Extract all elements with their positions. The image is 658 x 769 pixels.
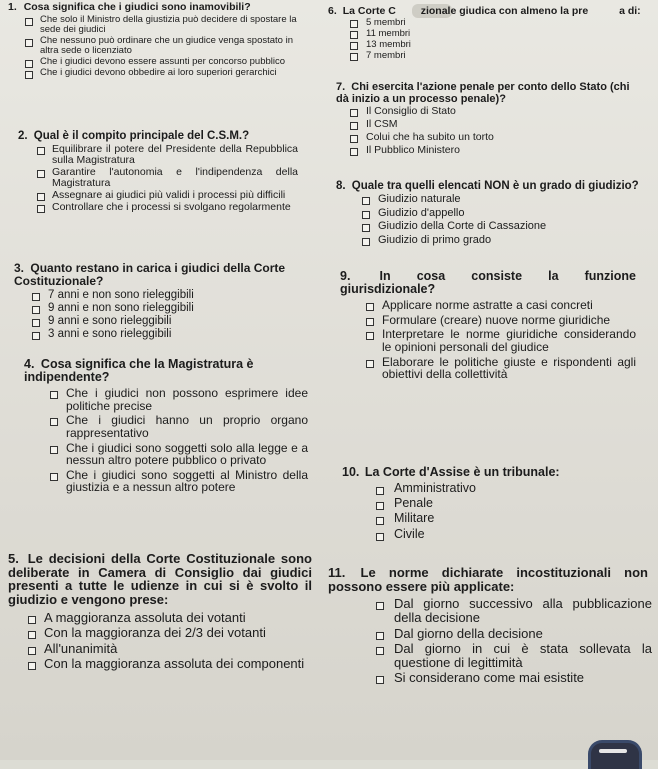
checkbox-icon[interactable] — [376, 647, 384, 655]
checkbox-icon[interactable] — [350, 42, 358, 50]
option-label: Penale — [394, 496, 433, 511]
option-label: Che i giudici devono obbedire ai loro superiori gerarchici — [40, 66, 277, 78]
option[interactable] — [366, 40, 656, 50]
option[interactable] — [48, 328, 318, 340]
option-label: Che i giudici sono soggetti al Ministro della giustizia e a nessun altro potere — [66, 467, 308, 495]
question-text: Chi esercita l'azione penale per conto dello Stato (chi dà inizio a un processo penale)? — [336, 81, 630, 105]
option-label: Garantire l'autonomia e l'indipendenza della Magistratura — [52, 166, 298, 190]
option-label: A maggioranza assoluta dei votanti — [44, 609, 246, 625]
option[interactable] — [394, 512, 656, 525]
option[interactable] — [66, 414, 308, 439]
option-label: Dal giorno successivo alla pubblicazione della decisione — [394, 596, 652, 625]
question-10 — [322, 466, 656, 541]
checkbox-icon[interactable] — [362, 224, 370, 232]
question-8 — [322, 180, 656, 246]
option[interactable] — [382, 314, 636, 327]
checkbox-icon[interactable] — [350, 109, 358, 117]
option-label: 3 anni e sono rieleggibili — [48, 328, 172, 341]
question-number: 2. — [18, 130, 28, 142]
option[interactable] — [44, 626, 312, 640]
option[interactable] — [394, 597, 652, 624]
question-number: 11. — [328, 565, 346, 580]
question-2 — [0, 130, 318, 213]
option-label: Colui che ha subito un torto — [366, 131, 494, 144]
option-label: Che i giudici non possono esprimere idee politiche precise — [66, 386, 308, 413]
question-9-title — [322, 270, 656, 296]
option-label: Elaborare le politiche giuste e rispondenti agli obiettivi della collettività — [382, 354, 636, 382]
option[interactable] — [394, 528, 656, 541]
option-label: Assegnare ai giudici più validi i processi più difficili — [52, 189, 286, 202]
option[interactable] — [378, 208, 656, 220]
option-label: Militare — [394, 511, 435, 526]
option[interactable] — [394, 627, 652, 641]
option-label: Che i giudici hanno un proprio organo rappresentativo — [66, 413, 308, 441]
option-label: Controllare che i processi si svolgano regolarmente — [52, 201, 291, 214]
question-2-title — [0, 130, 318, 142]
question-text: Qual è il compito principale del C.S.M.? — [33, 130, 250, 142]
option[interactable] — [378, 221, 656, 233]
checkbox-icon[interactable] — [50, 446, 58, 454]
checkbox-icon[interactable] — [350, 122, 358, 130]
option-label: 13 membri — [366, 38, 411, 50]
checkbox-icon[interactable] — [350, 53, 358, 61]
option-label: 5 membri — [366, 17, 406, 29]
option-label: Con la maggioranza dei 2/3 dei votanti — [44, 625, 266, 641]
question-text: Le norme dichiarate incostituzionali non possono essere più applicate: — [328, 565, 648, 594]
question-3 — [0, 262, 318, 340]
question-3-title — [0, 262, 318, 287]
question-text: Cosa significa che i giudici sono inamovibili? — [23, 1, 251, 13]
checkbox-icon[interactable] — [25, 39, 33, 47]
question-4 — [0, 358, 318, 494]
option-label: Che nessuno può ordinare che un giudice venga spostato in altra sede o licenziato — [40, 34, 293, 56]
question-number: 5. — [8, 551, 19, 566]
question-number: 8. — [336, 180, 346, 192]
checkbox-icon[interactable] — [350, 148, 358, 156]
checkbox-icon[interactable] — [32, 319, 40, 327]
checkbox-icon[interactable] — [37, 170, 45, 178]
option[interactable] — [40, 57, 300, 67]
question-4-title — [0, 358, 318, 384]
checkbox-icon[interactable] — [366, 360, 374, 368]
checkbox-icon[interactable] — [32, 332, 40, 340]
question-11 — [322, 566, 656, 685]
option-label: 9 anni e sono rieleggibili — [48, 315, 172, 328]
option[interactable] — [40, 68, 300, 78]
option-label: Applicare norme astratte a casi concreti — [382, 298, 593, 313]
option-label: Dal giorno in cui è stata sollevata la questione di legittimità — [394, 641, 652, 670]
option[interactable] — [382, 299, 636, 312]
option[interactable] — [394, 671, 652, 685]
question-text: zionale giudica con almeno la pre — [420, 5, 589, 17]
checkbox-icon[interactable] — [350, 20, 358, 28]
checkbox-icon[interactable] — [32, 293, 40, 301]
option-label: Con la maggioranza assoluta dei componenti — [44, 656, 305, 672]
option[interactable] — [378, 235, 656, 247]
checkbox-icon[interactable] — [362, 238, 370, 246]
option-label: Il Consiglio di Stato — [366, 105, 456, 118]
option[interactable] — [394, 497, 656, 510]
question-1 — [0, 2, 318, 78]
question-text: Cosa significa che la Magistratura è indipendente? — [24, 357, 254, 385]
checkbox-icon[interactable] — [350, 135, 358, 143]
checkbox-icon[interactable] — [376, 517, 384, 525]
option-label: All'unanimità — [44, 640, 118, 656]
question-7 — [322, 82, 656, 156]
device-overlay-icon — [588, 740, 642, 769]
option[interactable] — [366, 29, 656, 39]
option[interactable] — [40, 15, 300, 35]
question-text: La Corte d'Assise è un tribunale: — [364, 465, 560, 479]
checkbox-icon[interactable] — [28, 662, 36, 670]
option[interactable] — [366, 18, 656, 28]
checkbox-icon[interactable] — [376, 533, 384, 541]
option-label: 9 anni e non sono rieleggibili — [48, 302, 194, 315]
checkbox-icon[interactable] — [37, 205, 45, 213]
question-number: 4. — [24, 357, 35, 371]
option-label: Giudizio naturale — [378, 193, 461, 206]
option-label: Il CSM — [366, 118, 398, 131]
question-10-title — [322, 466, 656, 479]
option-label: Civile — [394, 526, 425, 541]
option[interactable] — [378, 194, 656, 206]
question-number: 3. — [14, 261, 25, 275]
checkbox-icon[interactable] — [37, 193, 45, 201]
question-number: 9. — [340, 269, 351, 283]
option[interactable] — [394, 482, 656, 495]
checkbox-icon[interactable] — [50, 391, 58, 399]
question-number: 6. — [328, 5, 337, 17]
option-label: Che i giudici devono essere assunti per concorso pubblico — [40, 55, 286, 67]
option[interactable] — [44, 657, 312, 671]
checkbox-icon[interactable] — [362, 197, 370, 205]
option[interactable] — [366, 132, 656, 143]
checkbox-icon[interactable] — [376, 632, 384, 640]
question-text: a di: — [619, 5, 641, 17]
checkbox-icon[interactable] — [28, 647, 36, 655]
question-number: 1. — [8, 1, 17, 13]
question-1-title — [0, 2, 318, 13]
question-text: Quale tra quelli elencati NON è un grado di giudizio? — [351, 180, 639, 192]
question-text: La Corte C — [342, 5, 396, 17]
option-label: Giudizio d'appello — [378, 206, 465, 219]
checkbox-icon[interactable] — [366, 303, 374, 311]
checkbox-icon[interactable] — [376, 602, 384, 610]
question-text: Quanto restano in carica i giudici della Corte Costituzionale? — [14, 261, 286, 288]
checkbox-icon[interactable] — [25, 71, 33, 79]
question-5-title — [0, 552, 318, 607]
option[interactable] — [66, 442, 308, 467]
question-6 — [322, 6, 656, 61]
question-text: In cosa consiste la funzione giurisdizionale? — [340, 269, 636, 297]
checkbox-icon[interactable] — [376, 502, 384, 510]
option-label: 11 membri — [366, 27, 411, 39]
option[interactable] — [66, 387, 308, 412]
option-label: Formulare (creare) nuove norme giuridiche — [382, 312, 611, 327]
option-label: Giudizio della Corte di Cassazione — [378, 220, 547, 233]
option[interactable] — [366, 51, 656, 61]
option[interactable] — [382, 356, 636, 381]
option-label: Che solo il Ministro della giustizia può decidere di spostare la sede dei giudici — [40, 14, 297, 35]
option[interactable] — [48, 315, 318, 327]
checkbox-icon[interactable] — [32, 306, 40, 314]
checkbox-icon[interactable] — [376, 487, 384, 495]
option-label: Giudizio di primo grado — [378, 233, 492, 246]
checkbox-icon[interactable] — [28, 616, 36, 624]
checkbox-icon[interactable] — [50, 473, 58, 481]
option[interactable] — [366, 106, 656, 117]
checkbox-icon[interactable] — [28, 631, 36, 639]
question-9 — [322, 270, 656, 381]
option-label: Il Pubblico Ministero — [366, 144, 460, 157]
option[interactable] — [394, 642, 652, 669]
option[interactable] — [48, 302, 318, 314]
question-11-title — [322, 566, 656, 593]
checkbox-icon[interactable] — [366, 318, 374, 326]
option[interactable] — [52, 202, 298, 213]
option[interactable] — [366, 119, 656, 130]
option-label: Che i giudici sono soggetti solo alla legge e a nessun altro potere pubblico o privato — [66, 440, 308, 468]
question-5 — [0, 552, 318, 671]
option[interactable] — [48, 289, 318, 301]
checkbox-icon[interactable] — [37, 147, 45, 155]
question-number: 10. — [342, 465, 360, 479]
option[interactable] — [52, 190, 298, 201]
checkbox-icon[interactable] — [366, 332, 374, 340]
checkbox-icon[interactable] — [50, 418, 58, 426]
option[interactable] — [44, 611, 312, 625]
option-label: Interpretare le norme giuridiche considerando le opinioni personali del giudice — [382, 327, 636, 355]
option[interactable] — [44, 642, 312, 656]
option[interactable] — [52, 167, 298, 189]
option[interactable] — [382, 328, 636, 353]
option-label: Equilibrare il potere del Presidente della Repubblica sulla Magistratura — [52, 143, 298, 167]
question-8-title — [322, 180, 656, 192]
question-text: Le decisioni della Corte Costituzionale sono deliberate in Camera di Consiglio dai giudici presenti a tutte le udienze in cui si è svolto il giudizio e vengono prese: — [8, 551, 312, 607]
option-label: Amministrativo — [394, 481, 476, 496]
question-number: 7. — [336, 81, 346, 93]
question-6-title — [322, 6, 656, 17]
checkbox-icon[interactable] — [25, 18, 33, 26]
option-label: Dal giorno della decisione — [394, 625, 543, 641]
question-7-title — [322, 82, 656, 105]
option-label: 7 membri — [366, 49, 406, 61]
checkbox-icon[interactable] — [350, 31, 358, 39]
option[interactable] — [66, 469, 308, 494]
option-label: Si considerano come mai esistite — [394, 670, 585, 686]
option[interactable] — [40, 36, 300, 56]
checkbox-icon[interactable] — [376, 676, 384, 684]
option-label: 7 anni e non sono rieleggibili — [48, 289, 194, 302]
checkbox-icon[interactable] — [362, 211, 370, 219]
checkbox-icon[interactable] — [25, 60, 33, 68]
option[interactable] — [52, 144, 298, 166]
option[interactable] — [366, 145, 656, 156]
